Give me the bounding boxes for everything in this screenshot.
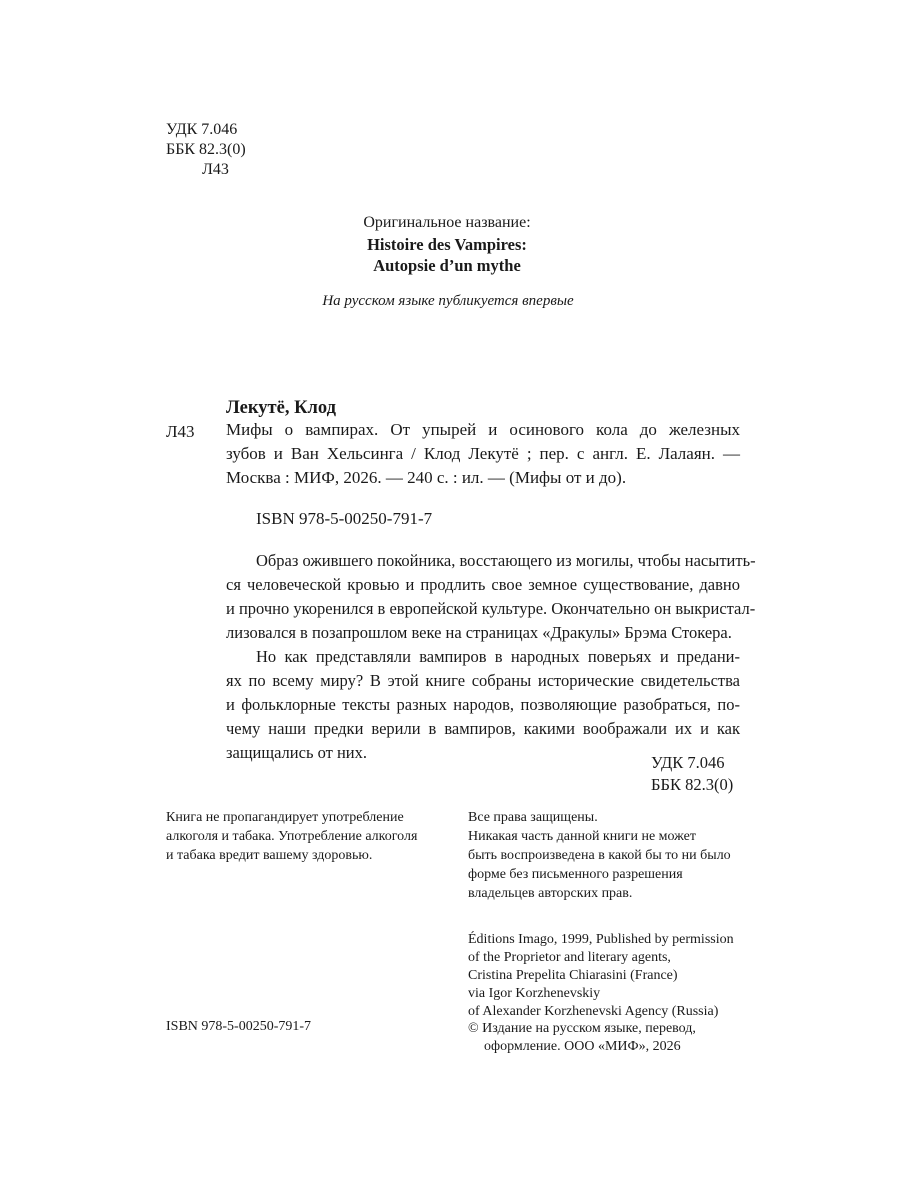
author-mark: Л43 [202, 161, 229, 178]
permission-line: of Alexander Korzhenevski Agency (Russia) [468, 1004, 719, 1019]
publisher-permission [468, 931, 743, 1021]
annotation-line: Но как представляли вампиров в народных поверьях и предани- [256, 647, 740, 666]
rights-notice [468, 808, 740, 903]
annotation-line: чему наши предки верили в вампиров, какими воображали их и как [226, 719, 740, 738]
classification-block-top [166, 120, 246, 180]
bbk-code: ББК 82.3(0) [651, 775, 734, 794]
warning-line: алкоголя и табака. Употребление алкоголя [166, 829, 418, 844]
annotation-line: ся человеческой кровью и продлить свое земное существование, давно [226, 575, 740, 594]
permission-line: via Igor Korzhenevskiy [468, 986, 601, 1001]
annotation-line: защищались от них. [226, 743, 367, 762]
rights-line: быть воспроизведена в какой бы то ни было [468, 848, 731, 863]
annotation-line: Образ ожившего покойника, восстающего из могилы, чтобы насытить- [256, 551, 756, 570]
bib-line: Мифы о вампирах. От упырей и осинового кола до железных [226, 420, 740, 439]
annotation-line: ях по всему миру? В этой книге собраны исторические свидетельства [226, 671, 740, 690]
catalog-author-mark: Л43 [166, 422, 195, 441]
copyright-line: оформление. ООО «МИФ», 2026 [484, 1039, 681, 1054]
classification-block-right [651, 752, 733, 796]
health-warning [166, 808, 446, 865]
bbk-code: ББК 82.3(0) [166, 141, 246, 158]
catalog-author: Лекутё, Клод [226, 398, 336, 418]
bib-line: зубов и Ван Хельсинга / Клод Лекутё ; пер. с англ. Е. Лалаян. — [226, 444, 740, 463]
bibliographic-description [226, 418, 740, 490]
warning-line: и табака вредит вашему здоровью. [166, 848, 373, 863]
permission-line: of the Proprietor and literary agents, [468, 950, 671, 965]
rights-line: форме без письменного разрешения [468, 867, 683, 882]
rights-line: Все права защищены. [468, 810, 598, 825]
bib-line: Москва : МИФ, 2026. — 240 с. : ил. — (Мифы от и до). [226, 468, 627, 487]
copyright-notice [468, 1020, 740, 1056]
annotation-line: и фольклорные тексты разных народов, позволяющие разобраться, по- [226, 695, 740, 714]
udk-code: УДК 7.046 [651, 753, 725, 772]
rights-line: владельцев авторских прав. [468, 886, 633, 901]
annotation-line: лизовался в позапрошлом веке на страницах «Дракулы» Брэма Стокера. [226, 623, 732, 642]
rights-line: Никакая часть данной книги не может [468, 829, 696, 844]
udk-code: УДК 7.046 [166, 121, 238, 138]
original-title-line-2: Autopsie d’un mythe [373, 256, 521, 275]
isbn-footer: ISBN 978-5-00250-791-7 [166, 1019, 312, 1034]
permission-line: Éditions Imago, 1999, Published by permission [468, 932, 734, 947]
catalog-isbn: ISBN 978-5-00250-791-7 [256, 509, 433, 528]
original-title-label: Оригинальное название: [363, 214, 531, 231]
original-title-block [0, 212, 900, 276]
permission-line: Cristina Prepelita Chiarasini (France) [468, 968, 678, 983]
annotation [226, 549, 756, 765]
original-title-line-1: Histoire des Vampires: [367, 235, 527, 254]
copyright-line: © Издание на русском языке, перевод, [468, 1021, 696, 1036]
annotation-line: и прочно укоренился в европейской культуре. Окончательно он выкристал- [226, 599, 756, 618]
warning-line: Книга не пропагандирует употребление [166, 810, 404, 825]
first-publication-note: На русском языке публикуется впервые [322, 293, 574, 309]
